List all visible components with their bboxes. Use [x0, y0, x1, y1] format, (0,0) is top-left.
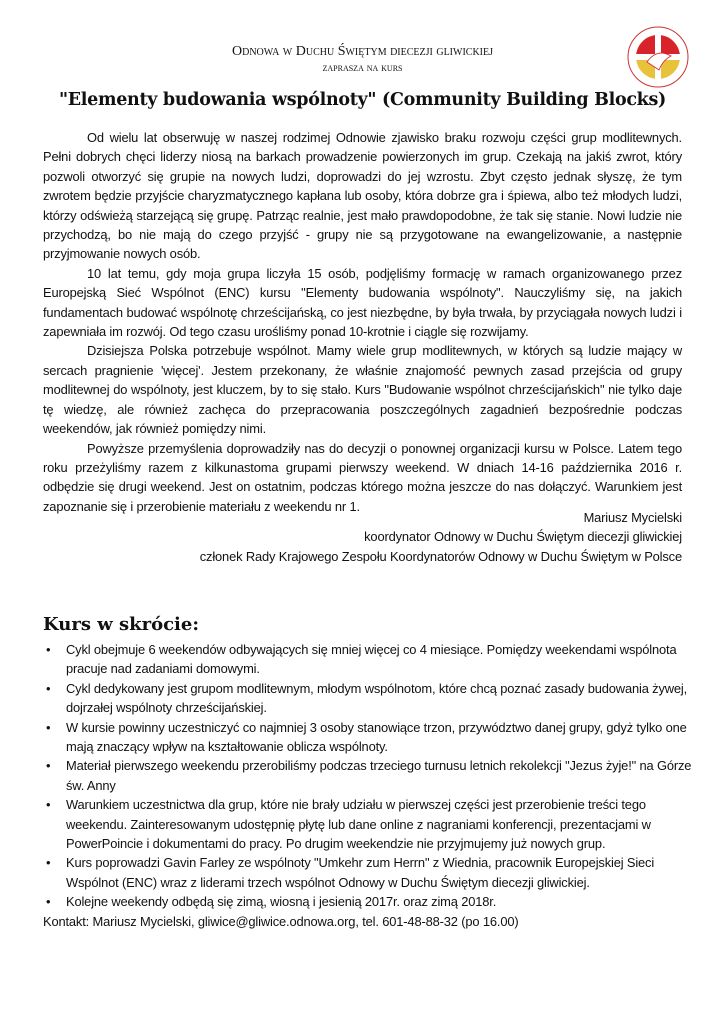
- renewal-logo: [627, 26, 689, 88]
- list-item: • Warunkiem uczestnictwa dla grup, które nie brały udziału w pierwszej części jest przerobienie treści tego weekendu. Zainteresowanym udostępnię płytę lub dane online z nagraniami konferencji, prezentacjami w PowerPoincie i dokumentami do pracy. Po drugim weekendzie nie przyjmujemy już nowych grup.: [43, 795, 693, 853]
- list-item: • Cykl obejmuje 6 weekendów odbywających się mniej więcej co 4 miesiące. Pomiędzy weekendami wspólnota pracuje nad zadaniami domowymi.: [43, 640, 693, 679]
- summary-list: [43, 640, 693, 912]
- list-item: • Kurs poprowadzi Gavin Farley ze wspólnoty "Umkehr zum Herrn" z Wiednia, pracownik Europejskiej Sieci Wspólnot (ENC) wraz z liderami trzech wspólnot Odnowy w Duchu Świętym diecezji gliwickiej.: [43, 853, 693, 892]
- organizer-heading: Odnowa w Duchu Świętym diecezji gliwickiej: [231, 44, 493, 59]
- paragraph: Powyższe przemyślenia doprowadziły nas do decyzji o ponownej organizacji kursu w Polsce. Latem tego roku przeżyliśmy razem z kilkunastoma grupami pierwszy weekend. W dniach 14-16 października 2016 r. odbędzie się drugi weekend. Jest on ostatnim, podczas którego można jeszcze do nas dołączyć. Warunkiem jest zapoznanie się i przerobienie materiału z weekendu nr 1.: [43, 440, 682, 514]
- signature-role: członek Rady Krajowego Zespołu Koordynatorów Odnowy w Duchu Świętym w Polsce: [199, 548, 682, 564]
- list-item: • W kursie powinny uczestniczyć co najmniej 3 osoby stanowiące trzon, przywództwo danej grupy, gdyż tylko one mają znaczący wpływ na kształtowanie oblicza wspólnoty.: [43, 718, 693, 757]
- list-item: • Cykl dedykowany jest grupom modlitewnym, młodym wspólnotom, które chcą poznać zasady budowania żywej, dojrzałej wspólnoty chrześcijańskiej.: [43, 679, 693, 718]
- signature-name: Mariusz Mycielski: [583, 510, 682, 525]
- summary-heading: Kurs w skrócie:: [43, 614, 199, 635]
- paragraph: Od wielu lat obserwuję w naszej rodzimej Odnowie zjawisko braku rozwoju części grup modlitewnych. Pełni dobrych chęci liderzy niosą na barkach prowadzenie powierzonych im grup. Czekają na jakiś zwrot, który pozwoli otworzyć się grupie na nowych ludzi, doprowadzi do jej wzrostu. Zbyt często jednak słyszę, że tym zwrotem będzie przyjście charyzmatycznego kapłana lub osoby, która dobrze gra i śpiewa, albo też młodych ludzi, którzy odświeżą starzejącą się grupę. Patrząc realnie, jest mało prawdopodobne, że tak się stanie. Nowi ludzie nie przychodzą, bo nie mają do czego przyjść - grupy nie są przygotowane na ewangelizowanie, a następnie przyjmowanie nowych osób.: [43, 130, 682, 262]
- paragraph: 10 lat temu, gdy moja grupa liczyła 15 osób, podjęliśmy formację w ramach organizowanego przez Europejską Sieć Wspólnot (ENC) kursu "Elementy budowania wspólnoty". Nauczyliśmy się, na jakich fundamentach budować wspólnotę chrześcijańską, co jest niezbędne, by była trwała, by przyciągała nowych ludzi i zapewniała im rozwój. Od tego czasu urośliśmy ponad 10-krotnie i ciągle się rozwijamy.: [43, 265, 682, 340]
- invitation-subheading: zaprasza na kurs: [322, 62, 403, 74]
- course-title: "Elementy budowania wspólnoty" (Community Building Blocks): [58, 90, 667, 110]
- signature: [43, 508, 682, 566]
- contact-info: Kontakt: Mariusz Mycielski, gliwice@gliwice.odnowa.org, tel. 601-48-88-32 (po 16.00): [43, 914, 519, 929]
- signature-role: koordynator Odnowy w Duchu Świętym diecezji gliwickiej: [364, 529, 682, 545]
- list-item: • Materiał pierwszego weekendu przerobiliśmy podczas trzeciego turnusu letnich rekolekcji "Jezus żyje!" na Górze św. Anny: [43, 756, 693, 795]
- list-item: • Kolejne weekendy odbędą się zimą, wiosną i jesienią 2017r. oraz zimą 2018r.: [43, 892, 693, 911]
- intro-text: [43, 128, 682, 516]
- paragraph: Dzisiejsza Polska potrzebuje wspólnot. Mamy wiele grup modlitewnych, w których są ludzie mający w sercach pragnienie 'więcej'. Jestem przekonany, że właśnie znajomość pewnych zasad przejścia od grupy modlitewnej do wspólnoty, jest kluczem, by to się stało. Kurs "Budowanie wspólnot chrześcijańskich" nie tylko daje tę wiedzę, ale również zachęca do przepracowania poszczególnych zagadnień bezpośrednie podczas weekendów, jak również pomiędzy nimi.: [43, 343, 682, 437]
